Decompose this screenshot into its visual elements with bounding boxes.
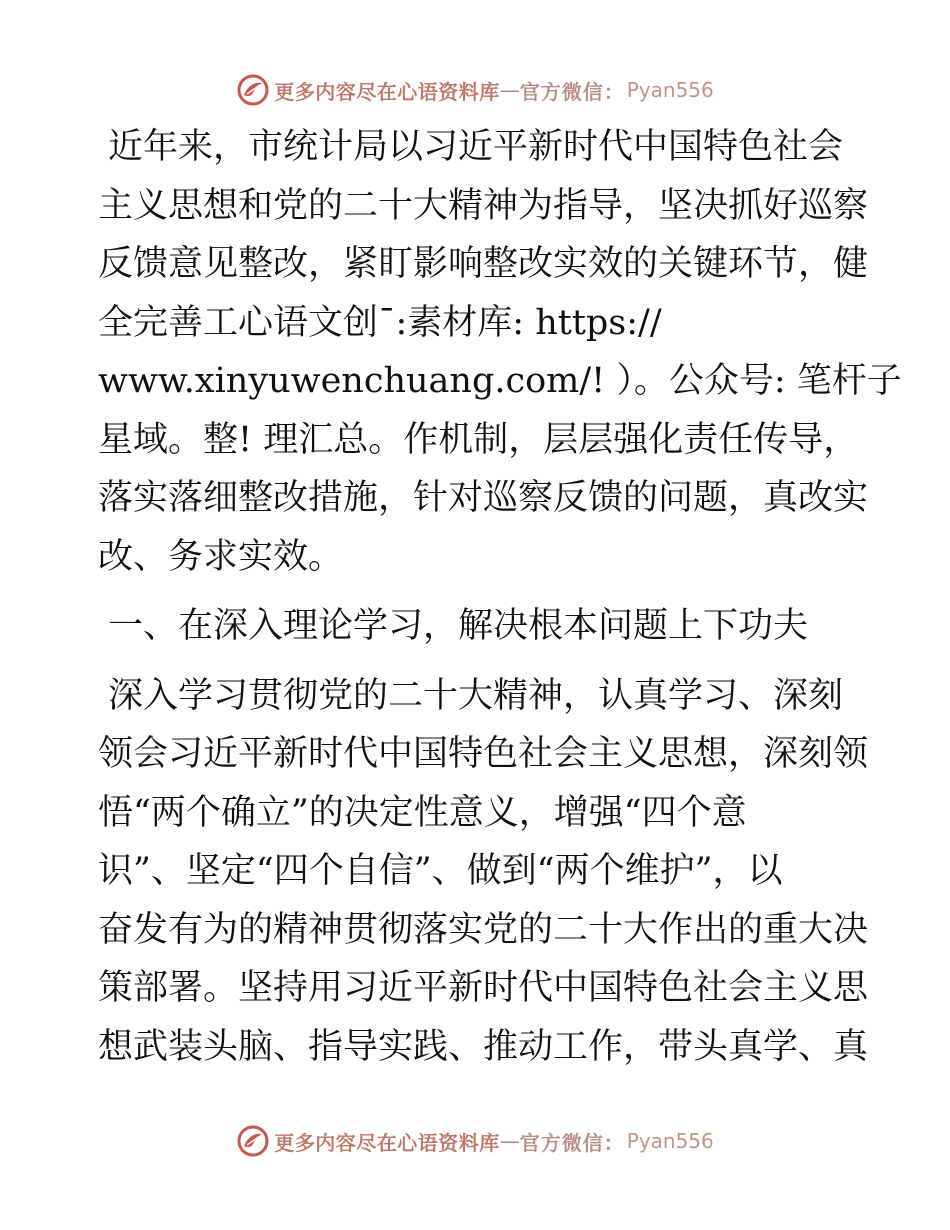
text-line: 策部署。坚持用习近平新时代中国特色社会主义思 <box>98 968 869 1008</box>
banner-dash: — <box>499 78 520 102</box>
banner-wechat-label: 官方微信： <box>519 79 625 104</box>
paragraph-study <box>98 667 869 1077</box>
header-watermark-banner <box>0 70 950 110</box>
text-line: 悟“两个确立”的决定性意义，增强“四个意 <box>98 792 747 833</box>
heading-text: 一、在深入理论学习，解决根本问题上下功夫 <box>108 606 809 646</box>
text-line: 改、务求实效。 <box>98 536 344 577</box>
text-line: 落实落细整改措施，针对巡察反馈的问题，真改实 <box>98 478 869 518</box>
text-line: 主义思想和党的二十大精神为指导，坚决抓好巡察 <box>98 185 869 226</box>
text-line: 领会习近平新时代中国特色社会主义思想，深刻领 <box>98 734 869 774</box>
brand-logo-icon <box>236 73 270 107</box>
banner-wechat-id: Pyan556 <box>626 1129 714 1153</box>
document-body <box>98 118 902 1076</box>
banner-title: 更多内容尽在心语资料库 <box>274 1130 500 1155</box>
text-line: www.xinyuwenchuang.com/! ）。公众号: 笔杆子 <box>98 361 902 401</box>
text-line: 想武装头脑、指导实践、推动工作，带头真学、真 <box>98 1026 869 1067</box>
text-line: 全完善工心语文创¯:素材库: https:// <box>98 302 662 343</box>
text-line: 奋发有为的精神贯彻落实党的二十大作出的重大决 <box>98 909 869 950</box>
paragraph-intro <box>98 118 902 586</box>
text-line: 反馈意见整改，紧盯影响整改实效的关键环节，健 <box>98 244 869 284</box>
banner-wechat-label: 官方微信： <box>519 1130 625 1155</box>
text-line: 识”、坚定“四个自信”、做到“两个维护”，以 <box>98 851 783 891</box>
banner-wechat-id: Pyan556 <box>626 78 714 102</box>
banner-dash: — <box>499 1129 520 1153</box>
text-line: 星域。整! 理汇总。作机制，层层强化责任传导， <box>98 419 859 460</box>
brand-logo-icon <box>236 1124 270 1158</box>
text-line: 深入学习贯彻党的二十大精神，认真学习、深刻 <box>108 675 844 716</box>
footer-watermark-banner <box>0 1121 950 1161</box>
section-heading <box>98 597 858 656</box>
banner-title: 更多内容尽在心语资料库 <box>274 79 500 104</box>
text-line: 近年来，市统计局以习近平新时代中国特色社会 <box>108 127 844 167</box>
